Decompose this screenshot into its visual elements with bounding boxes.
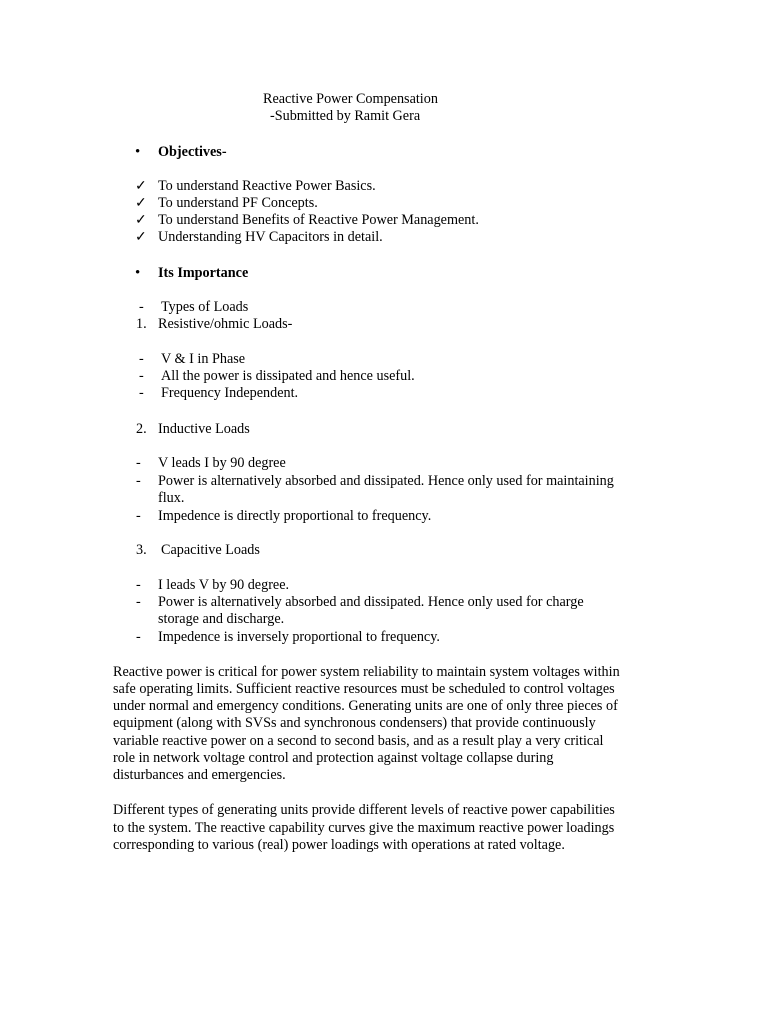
objective-item: To understand Benefits of Reactive Power Management. [158, 212, 479, 228]
paragraph-line: disturbances and emergencies. [113, 767, 286, 783]
dash-marker: - [139, 385, 144, 401]
capacitive-point: I leads V by 90 degree. [158, 577, 290, 593]
bullet-icon: • [135, 265, 141, 281]
document-subtitle: -Submitted by Ramit Gera [270, 108, 421, 124]
objective-item: To understand PF Concepts. [158, 195, 318, 211]
checkmark-icon: ✓ [135, 178, 147, 194]
dash-marker: - [139, 299, 144, 315]
dash-marker: - [136, 629, 141, 645]
capacitive-heading: Capacitive Loads [161, 542, 260, 558]
resistive-point: V & I in Phase [161, 351, 246, 367]
dash-marker: - [136, 508, 141, 524]
paragraph-line: safe operating limits. Sufficient reactive resources must be scheduled to control voltages [113, 681, 615, 697]
inductive-point: Impedence is directly proportional to frequency. [158, 508, 432, 524]
paragraph-line: equipment (along with SVSs and synchronous condensers) that provide continuously [113, 715, 596, 731]
inductive-point-continued: flux. [158, 490, 185, 506]
checkmark-icon: ✓ [135, 212, 147, 228]
importance-heading: Its Importance [158, 265, 249, 281]
capacitive-point: Power is alternatively absorbed and dissipated. Hence only used for charge [158, 594, 584, 610]
resistive-heading: Resistive/ohmic Loads- [158, 316, 293, 332]
paragraph-line: role in network voltage control and protection against voltage collapse during [113, 750, 554, 766]
dash-marker: - [136, 455, 141, 471]
list-number: 1. [136, 316, 147, 332]
paragraph-line: corresponding to various (real) power loadings with operations at rated voltage. [113, 837, 565, 853]
objectives-heading: Objectives- [158, 144, 227, 160]
list-number: 3. [136, 542, 147, 558]
list-number: 2. [136, 421, 147, 437]
inductive-heading: Inductive Loads [158, 421, 250, 437]
checkmark-icon: ✓ [135, 229, 147, 245]
dash-marker: - [136, 577, 141, 593]
paragraph-line: variable reactive power on a second to second basis, and as a result play a very critical [113, 733, 604, 749]
dash-marker: - [139, 368, 144, 384]
resistive-point: Frequency Independent. [161, 385, 299, 401]
inductive-point: Power is alternatively absorbed and dissipated. Hence only used for maintaining [158, 473, 614, 489]
capacitive-point-continued: storage and discharge. [158, 611, 285, 627]
paragraph-line: to the system. The reactive capability curves give the maximum reactive power loadings [113, 820, 615, 836]
checkmark-icon: ✓ [135, 195, 147, 211]
paragraph-line: under normal and emergency conditions. Generating units are one of only three pieces of [113, 698, 618, 714]
objective-item: Understanding HV Capacitors in detail. [158, 229, 383, 245]
bullet-icon: • [135, 144, 141, 160]
paragraph-line: Reactive power is critical for power system reliability to maintain system voltages within [113, 664, 620, 680]
capacitive-point: Impedence is inversely proportional to frequency. [158, 629, 440, 645]
dash-marker: - [136, 473, 141, 489]
types-of-loads-label: Types of Loads [161, 299, 249, 315]
objective-item: To understand Reactive Power Basics. [158, 178, 376, 194]
inductive-point: V leads I by 90 degree [158, 455, 286, 471]
dash-marker: - [136, 594, 141, 610]
dash-marker: - [139, 351, 144, 367]
resistive-point: All the power is dissipated and hence useful. [161, 368, 415, 384]
document-title: Reactive Power Compensation [263, 91, 438, 107]
paragraph-line: Different types of generating units provide different levels of reactive power capabilities [113, 802, 615, 818]
